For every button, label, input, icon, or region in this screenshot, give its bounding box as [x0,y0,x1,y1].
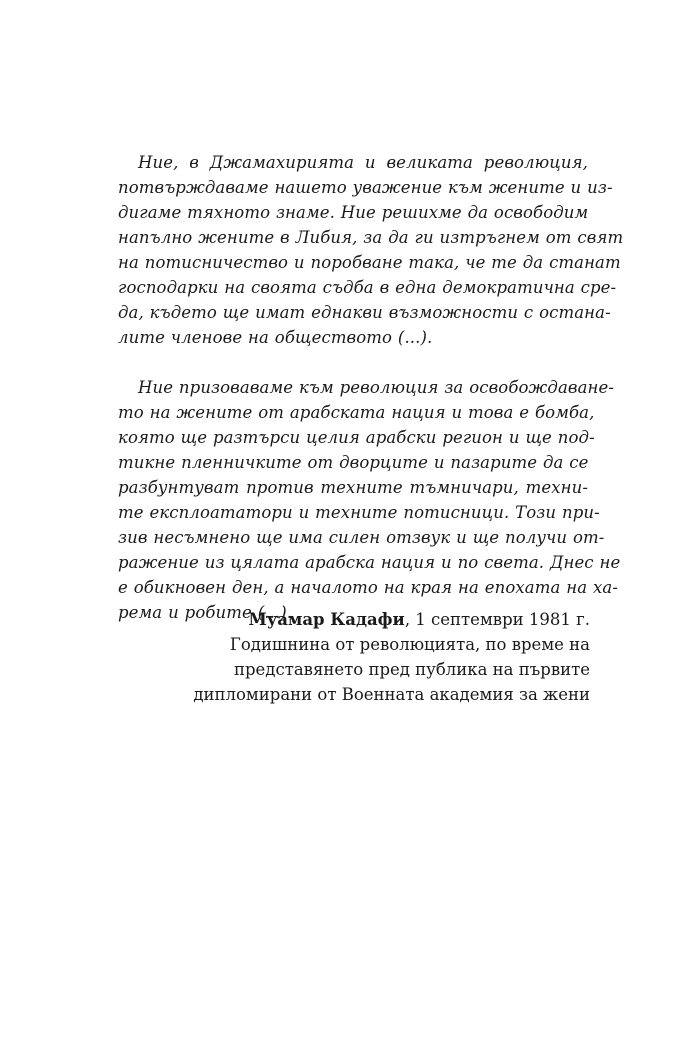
attribution-line: представянето пред публика на първите [233,660,590,679]
text-line: рема и робите (...). [118,603,293,622]
quote-paragraph-2 [118,375,621,625]
text-line: разбунтуват против техните тъмничари, техни- [118,478,588,497]
attribution-author-line [170,607,590,632]
attribution-date: , 1 септември 1981 г. [404,610,590,629]
text-line: зив несъмнено ще има силен отзвук и ще получи от- [118,528,605,547]
text-line: лите членове на обществото (...). [118,328,433,347]
text-line: тикне пленничките от дворците и пазарите да се [118,453,589,472]
quote-attribution [170,607,590,707]
quote-paragraph-1 [118,150,624,350]
text-line: дигаме тяхното знаме. Ние решихме да освободим [118,203,589,222]
text-line: която ще разтърси целия арабски регион и ще под- [118,428,595,447]
text-line: напълно жените в Либия, за да ги изтръгнем от свят [118,228,624,247]
attribution-line: Годишнина от революцията, по време на [229,635,590,654]
text-line: да, където ще имат еднакви възможности с останa- [118,303,611,322]
text-line: ражение из цялата арабска нация и по света. Днес не [118,553,621,572]
text-line: те експлоататори и техните потисници. Този при- [118,503,600,522]
epigraph-quote [118,150,624,625]
attribution-line: дипломирани от Военната академия за жени [193,685,590,704]
text-line: Ние призоваваме към революция за освобождаване- [138,378,615,397]
text-line: то на жените от арабската нация и това е бомба, [118,403,595,422]
author-name: Муамар Кадафи [248,610,405,629]
text-line: Ние, в Джамахирията и великата революция, [138,153,588,172]
text-line: господарки на своята съдба в една демократична сре- [118,278,617,297]
text-line: потвърждаваме нашето уважение към жените и из- [118,178,613,197]
text-line: е обикновен ден, а началото на края на епохата на ха- [118,578,618,597]
text-line: на потисничество и поробване така, че те да станат [118,253,621,272]
